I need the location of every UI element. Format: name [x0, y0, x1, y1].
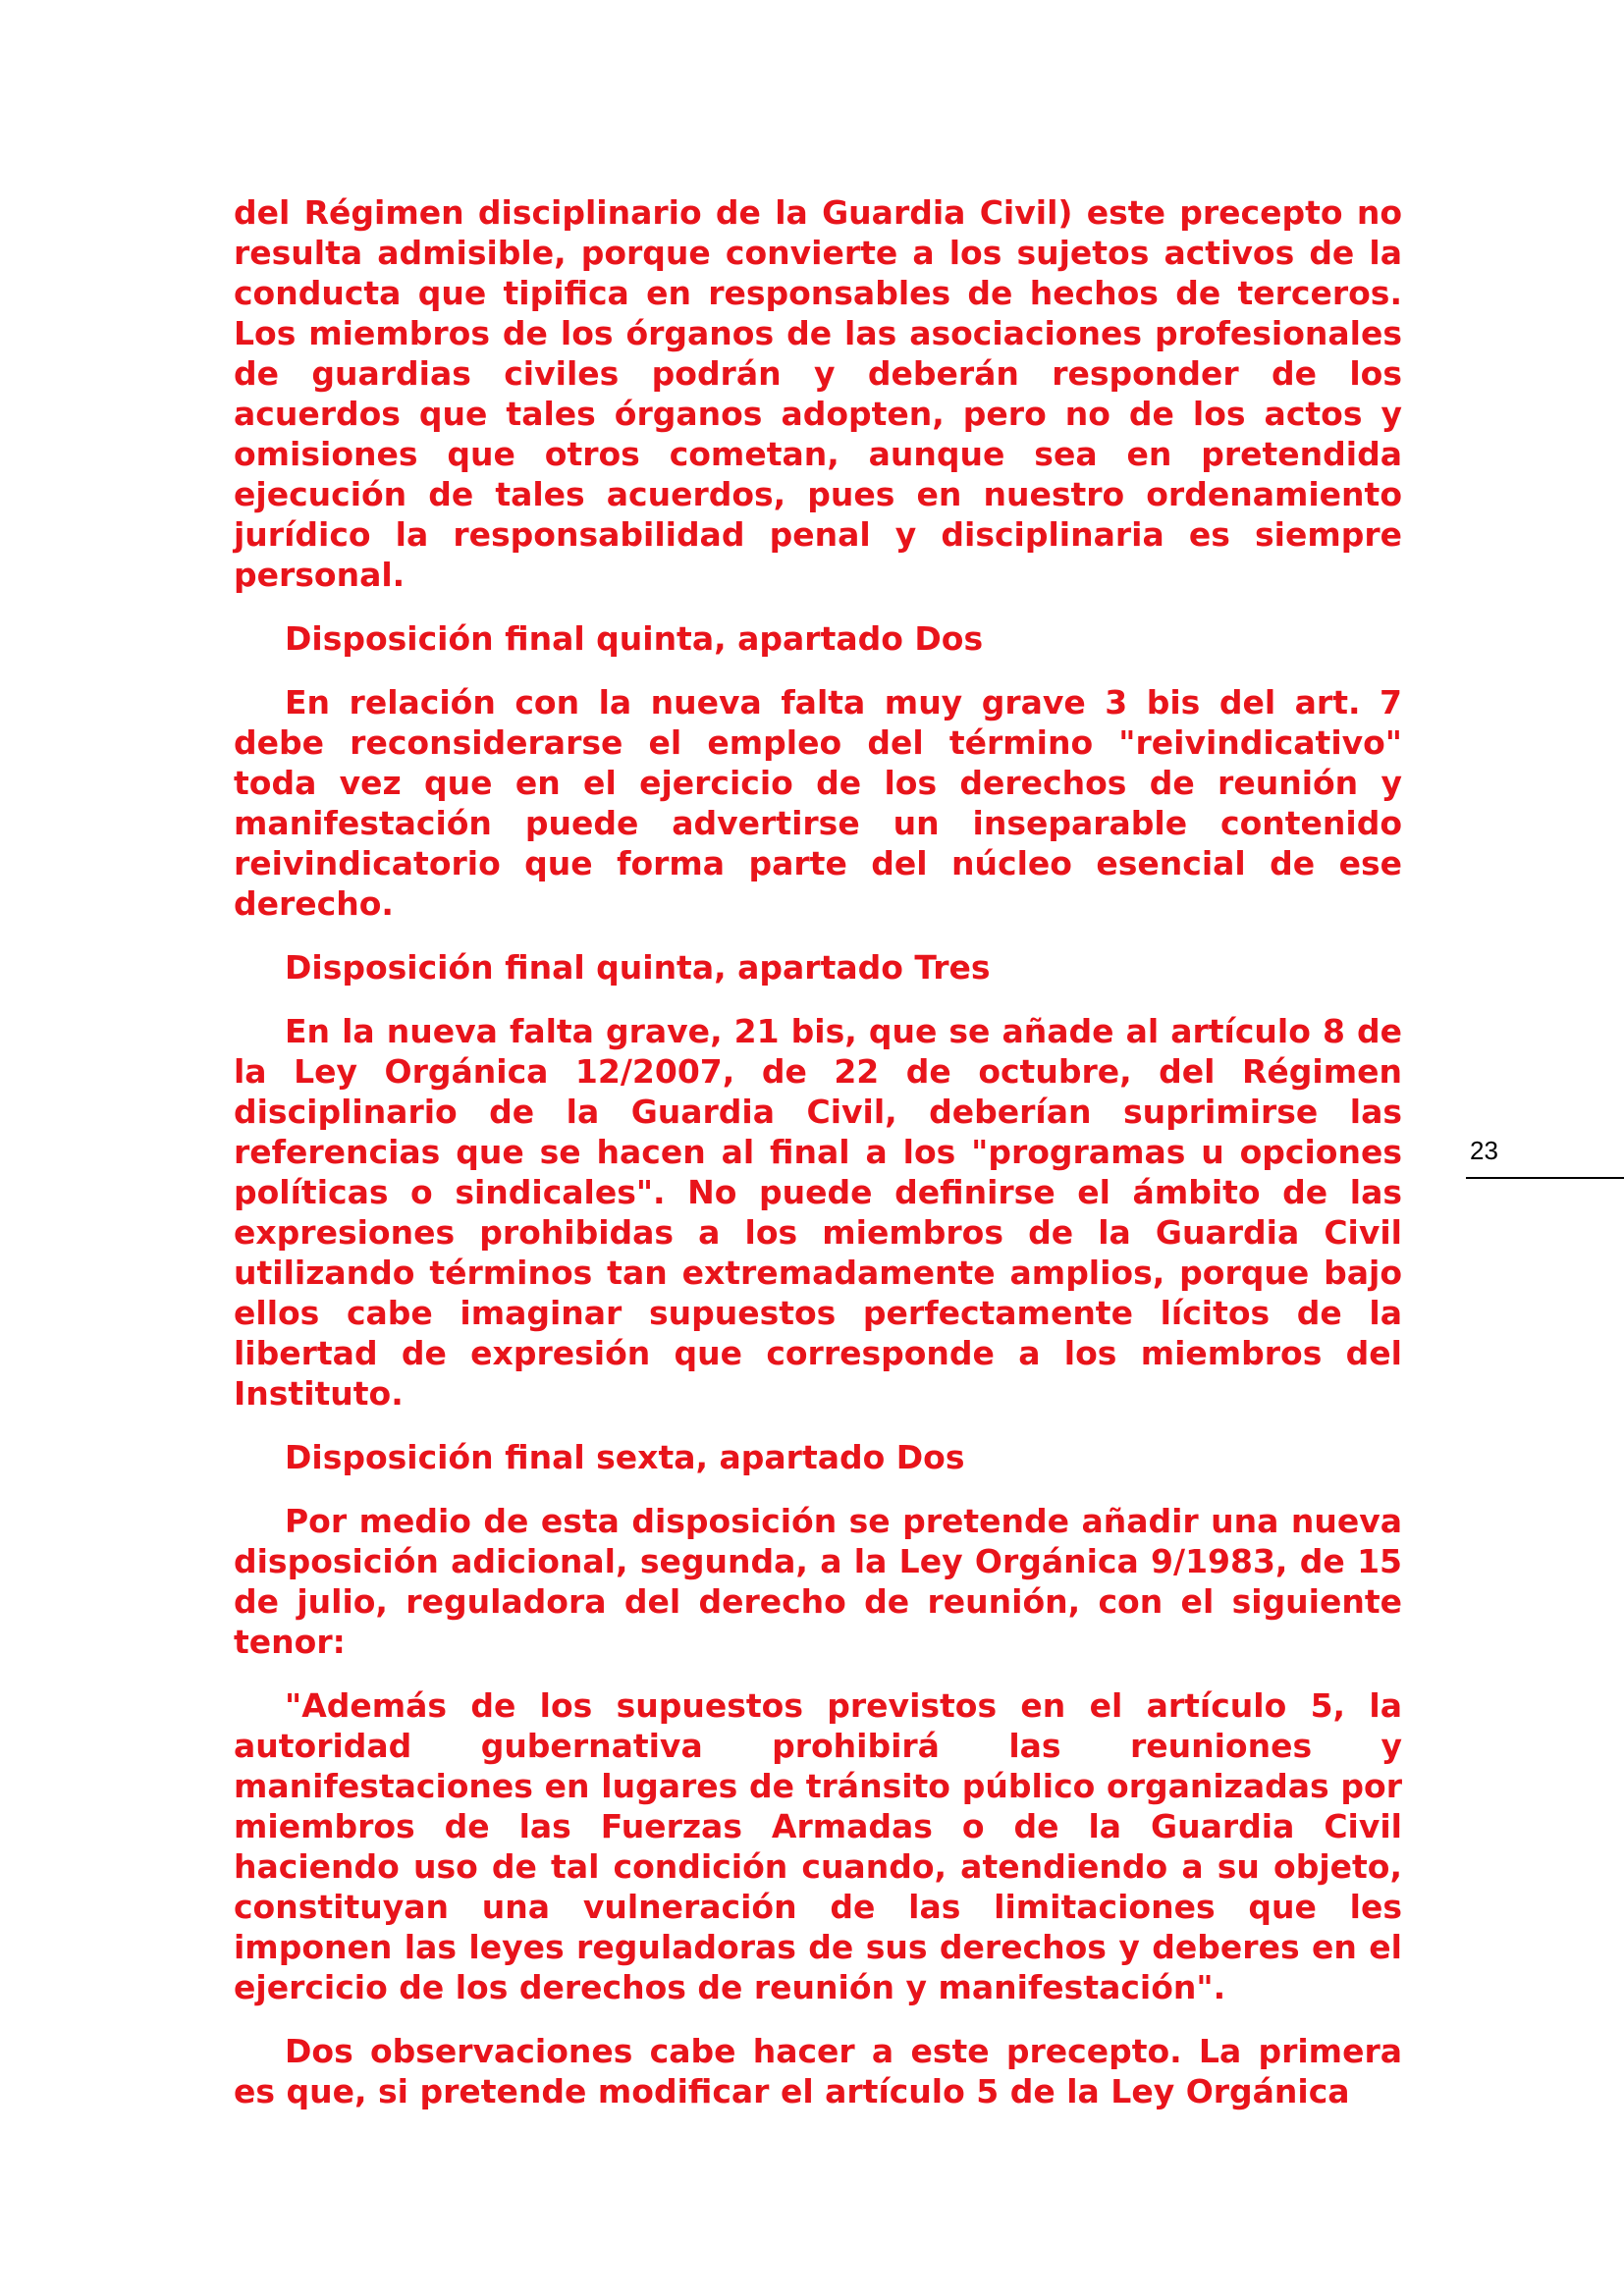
section-heading-sexta-dos: Disposición final sexta, apartado Dos: [285, 1438, 965, 1476]
paragraph-observaciones: Dos observaciones cabe hacer a este precepto. La primera es que, si pretende modificar el artículo 5 de la Ley Orgánica: [234, 2032, 1402, 2110]
paragraph-continuation: del Régimen disciplinario de la Guardia Civil) este precepto no resulta admisible, porque convierte a los sujetos activos de la conducta que tipifica en responsables de hechos de terceros. Los miembros de los órganos de las asociaciones profesionales de guardias civiles podrán y deberán responder de los acuerdos que tales órganos adopten, pero no de los actos y omisiones que otros cometan, aunque sea en pretendida ejecución de tales acuerdos, pues en nuestro ordenamiento jurídico la responsabilidad penal y disciplinaria es siempre personal.: [234, 193, 1402, 594]
document-body: [234, 192, 1402, 2135]
section-heading-quinta-dos: Disposición final quinta, apartado Dos: [285, 619, 984, 658]
section-heading-quinta-tres: Disposición final quinta, apartado Tres: [285, 948, 991, 987]
paragraph-sexta-dos: Por medio de esta disposición se pretende añadir una nueva disposición adicional, segunda, a la Ley Orgánica 9/1983, de 15 de julio, reguladora del derecho de reunión, con el siguiente tenor:: [234, 1502, 1402, 1661]
page-number-rule: [1466, 1177, 1624, 1179]
quoted-provision: "Además de los supuestos previstos en el artículo 5, la autoridad gubernativa prohibirá las reuniones y manifestaciones en lugares de tránsito público organizadas por miembros de las Fuerzas Armadas o de la Guardia Civil haciendo uso de tal condición cuando, atendiendo a su objeto, constituyan una vulneración de las limitaciones que les imponen las leyes reguladoras de sus derechos y deberes en el ejercicio de los derechos de reunión y manifestación".: [234, 1686, 1402, 2006]
paragraph-quinta-tres: En la nueva falta grave, 21 bis, que se añade al artículo 8 de la Ley Orgánica 12/2007, de 22 de octubre, del Régimen disciplinario de la Guardia Civil, deberían suprimirse las referencias que se hacen al final a los "programas u opciones políticas o sindicales". No puede definirse el ámbito de las expresiones prohibidas a los miembros de la Guardia Civil utilizando términos tan extremadamente amplios, porque bajo ellos cabe imaginar supuestos perfectamente lícitos de la libertad de expresión que corresponde a los miembros del Instituto.: [234, 1012, 1402, 1413]
paragraph-quinta-dos: En relación con la nueva falta muy grave 3 bis del art. 7 debe reconsiderarse el empleo del término "reivindicativo" toda vez que en el ejercicio de los derechos de reunión y manifestación puede advertirse un inseparable contenido reivindicatorio que forma parte del núcleo esencial de ese derecho.: [234, 683, 1402, 923]
page-number: 23: [1470, 1136, 1498, 1165]
